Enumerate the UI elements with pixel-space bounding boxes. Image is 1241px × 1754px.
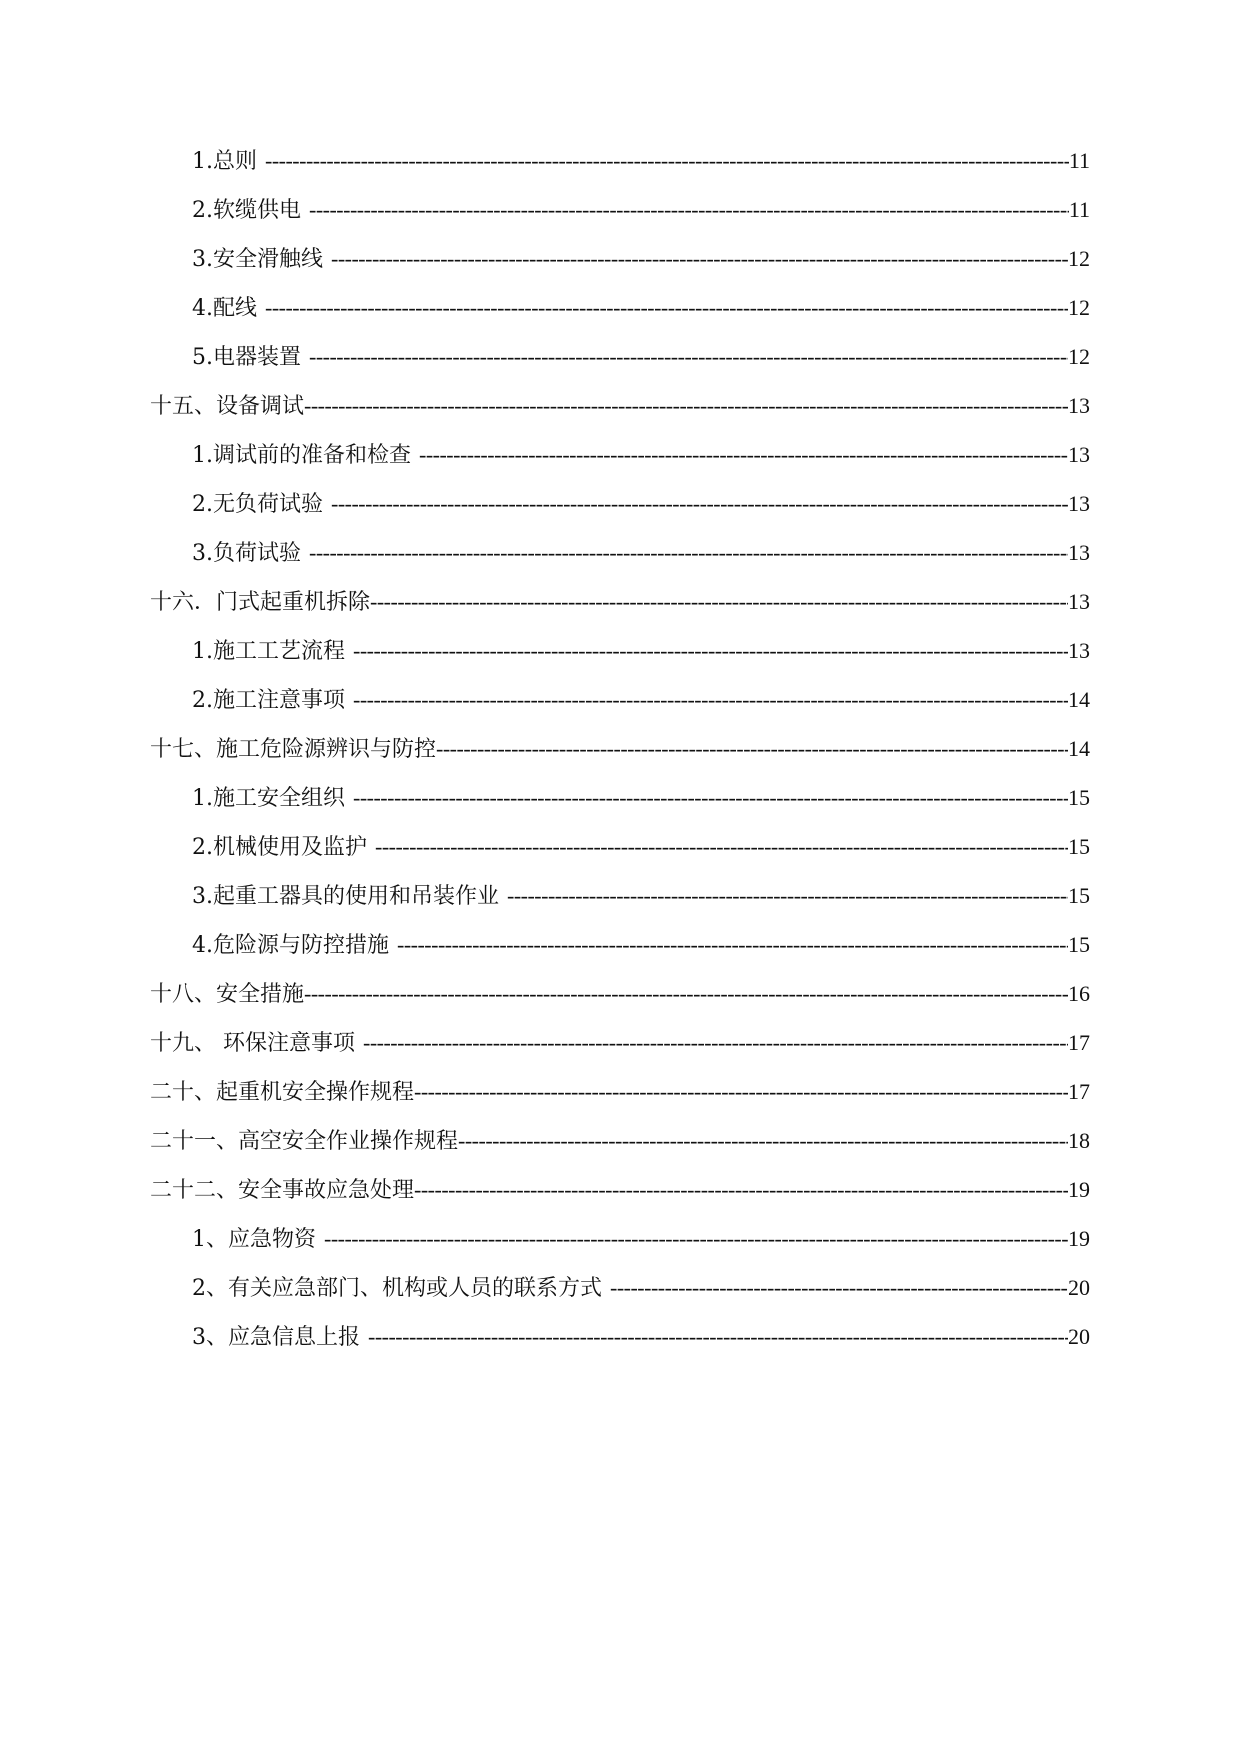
toc-page-number: 19: [1068, 1177, 1090, 1202]
toc-entry-title: 3.起重工器具的使用和吊装作业: [192, 884, 499, 909]
toc-entry[interactable]: [150, 234, 1090, 283]
toc-entry[interactable]: [150, 626, 1090, 675]
toc-dot-leader: [304, 381, 1068, 430]
toc-entry[interactable]: [150, 773, 1090, 822]
toc-entry[interactable]: [150, 430, 1090, 479]
toc-entry-title: 1、应急物资: [192, 1227, 316, 1252]
toc-entry[interactable]: [150, 871, 1090, 920]
toc-page-number: 15: [1068, 834, 1090, 859]
toc-entry-title: 3.安全滑触线: [192, 247, 323, 272]
toc-page-number: 19: [1068, 1226, 1090, 1251]
toc-dot-leader: [309, 332, 1068, 381]
toc-entry[interactable]: [150, 1263, 1090, 1312]
toc-page-number: 14: [1068, 736, 1090, 761]
toc-entry[interactable]: [150, 1312, 1090, 1361]
toc-dot-leader: [353, 675, 1068, 724]
toc-entry[interactable]: [150, 136, 1090, 185]
toc-page-number: 12: [1068, 344, 1090, 369]
toc-section-title: 二十、起重机安全操作规程: [150, 1080, 415, 1105]
toc-dot-leader: [436, 724, 1068, 773]
toc-page-number: 12: [1068, 295, 1090, 320]
toc-section-entry[interactable]: [150, 1067, 1090, 1116]
toc-section-title: 十七、施工危险源辨识与防控: [150, 737, 437, 762]
toc-entry[interactable]: [150, 675, 1090, 724]
toc-dot-leader: [309, 528, 1068, 577]
toc-entry-title: 2.无负荷试验: [192, 492, 323, 517]
toc-section-entry[interactable]: [150, 969, 1090, 1018]
toc-entry[interactable]: [150, 822, 1090, 871]
toc-entry-title: 3.负荷试验: [192, 541, 301, 566]
toc-dot-leader: [309, 185, 1069, 234]
toc-page-number: 11: [1068, 197, 1090, 222]
toc-page-number: 13: [1068, 540, 1090, 565]
toc-page-number: 11: [1068, 148, 1090, 173]
toc-dot-leader: [419, 430, 1068, 479]
toc-page-number: 18: [1068, 1128, 1090, 1153]
table-of-contents: [150, 136, 1090, 1361]
toc-section-title: 十九、 环保注意事项: [150, 1031, 355, 1056]
toc-entry-title: 1.调试前的准备和检查: [192, 443, 411, 468]
toc-page-number: 15: [1068, 883, 1090, 908]
toc-dot-leader: [507, 871, 1068, 920]
toc-dot-leader: [610, 1263, 1068, 1312]
toc-entry-title: 1.施工工艺流程: [192, 639, 345, 664]
toc-dot-leader: [324, 1214, 1068, 1263]
toc-dot-leader: [265, 283, 1068, 332]
toc-entry-title: 2、有关应急部门、机构或人员的联系方式: [192, 1276, 602, 1301]
toc-dot-leader: [353, 626, 1068, 675]
toc-page-number: 17: [1068, 1030, 1090, 1055]
toc-dot-leader: [265, 136, 1069, 185]
toc-section-title: 十六．门式起重机拆除: [150, 590, 371, 615]
toc-section-entry[interactable]: [150, 577, 1090, 626]
toc-entry[interactable]: [150, 920, 1090, 969]
toc-entry[interactable]: [150, 479, 1090, 528]
toc-page-number: 15: [1068, 785, 1090, 810]
toc-section-title: 十五、设备调试: [150, 394, 305, 419]
toc-entry-title: 2.软缆供电: [192, 198, 301, 223]
toc-page-number: 13: [1068, 393, 1090, 418]
toc-page-number: 13: [1068, 442, 1090, 467]
toc-page-number: 14: [1068, 687, 1090, 712]
toc-page-number: 13: [1068, 589, 1090, 614]
toc-dot-leader: [304, 969, 1068, 1018]
toc-section-title: 二十二、安全事故应急处理: [150, 1178, 415, 1203]
toc-section-title: 二十一、高空安全作业操作规程: [150, 1129, 459, 1154]
toc-section-entry[interactable]: [150, 724, 1090, 773]
toc-entry-title: 3、应急信息上报: [192, 1325, 360, 1350]
toc-dot-leader: [414, 1067, 1068, 1116]
toc-page-number: 20: [1068, 1275, 1090, 1300]
toc-dot-leader: [397, 920, 1068, 969]
toc-entry[interactable]: [150, 528, 1090, 577]
toc-dot-leader: [331, 234, 1068, 283]
toc-page-number: 12: [1068, 246, 1090, 271]
toc-dot-leader: [414, 1165, 1068, 1214]
toc-page-number: 17: [1068, 1079, 1090, 1104]
toc-dot-leader: [363, 1018, 1068, 1067]
toc-page-number: 15: [1068, 932, 1090, 957]
toc-entry-title: 4.配线: [192, 296, 257, 321]
toc-entry[interactable]: [150, 185, 1090, 234]
toc-entry-title: 2.机械使用及监护: [192, 835, 367, 860]
toc-page-number: 13: [1068, 638, 1090, 663]
toc-dot-leader: [331, 479, 1068, 528]
toc-entry-title: 1.施工安全组织: [192, 786, 345, 811]
toc-dot-leader: [458, 1116, 1068, 1165]
toc-entry-title: 5.电器装置: [192, 345, 301, 370]
toc-dot-leader: [368, 1312, 1068, 1361]
toc-section-entry[interactable]: [150, 1165, 1090, 1214]
toc-dot-leader: [370, 577, 1068, 626]
toc-page-number: 13: [1068, 491, 1090, 516]
toc-section-entry[interactable]: [150, 1116, 1090, 1165]
toc-entry-title: 1.总则: [192, 149, 257, 174]
toc-section-title: 十八、安全措施: [150, 982, 305, 1007]
toc-entry[interactable]: [150, 283, 1090, 332]
toc-page-number: 16: [1068, 981, 1090, 1006]
toc-entry[interactable]: [150, 1214, 1090, 1263]
toc-entry-title: 4.危险源与防控措施: [192, 933, 389, 958]
toc-section-entry[interactable]: [150, 1018, 1090, 1067]
toc-page-number: 20: [1068, 1324, 1090, 1349]
toc-entry-title: 2.施工注意事项: [192, 688, 345, 713]
toc-dot-leader: [375, 822, 1068, 871]
toc-section-entry[interactable]: [150, 381, 1090, 430]
toc-entry[interactable]: [150, 332, 1090, 381]
toc-dot-leader: [353, 773, 1068, 822]
